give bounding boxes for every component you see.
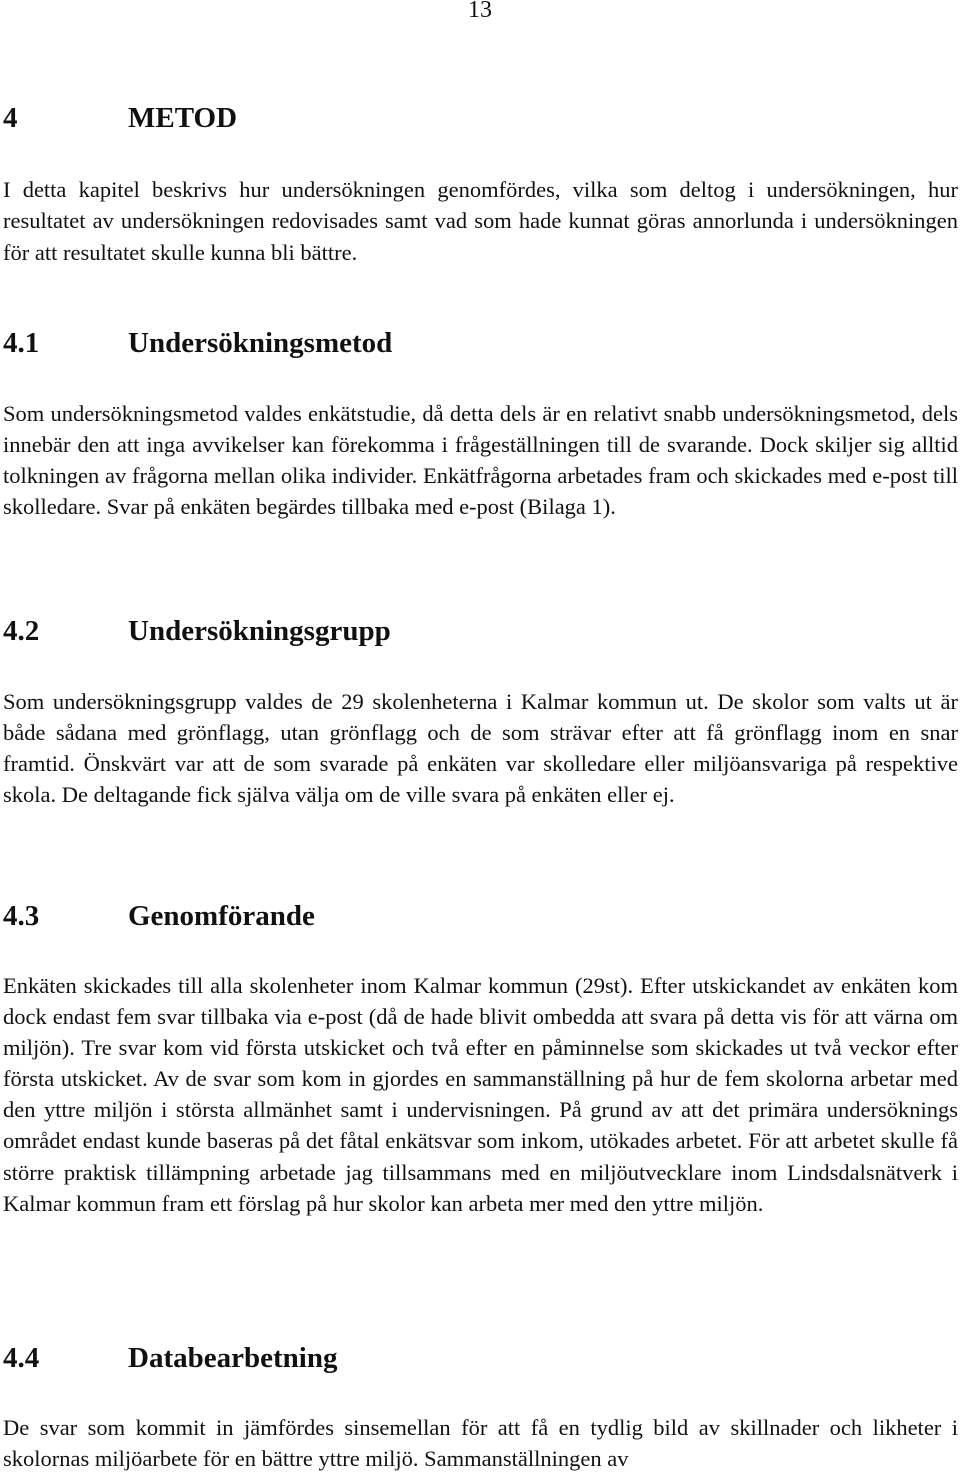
section-text-4-4: De svar som kommit in jämfördes sinsemellan för att få en tydlig bild av skillnader och likheter i skolornas miljöarbete för en bättre yttre miljö. Sammanställningen av (3, 1415, 958, 1472)
section-number: 4.1 (3, 327, 40, 359)
section-heading-4-1 (3, 325, 392, 361)
chapter-intro: I detta kapitel beskrivs hur undersökningen genomfördes, vilka som deltog i undersökningen, hur resultatet av undersökningen redovisades samt vad som hade kunnat göras annorlunda i undersökningen för att resultatet skulle kunna bli bättre. (3, 177, 958, 265)
section-heading-4-4 (3, 1340, 337, 1376)
section-text-4-2: Som undersökningsgrupp valdes de 29 skolenheterna i Kalmar kommun ut. De skolor som valts ut är både sådana med grönflagg, utan grönflagg och de som strävar efter att få grönflagg inom en snar framtid. Önskvärt var att de som svarade på enkäten var skolledare eller miljöansvariga på respektive skola. De deltagande fick själva välja om de ville svara på enkäten eller ej. (3, 689, 958, 808)
section-number: 4.2 (3, 615, 40, 647)
section-text-4-1: Som undersökningsmetod valdes enkätstudie, då detta dels är en relativt snabb undersökningsmetod, dels innebär den att inga avvikelser kan förekomma i frågeställningen till de svarande. Dock skiljer sig alltid tolkningen av frågorna mellan olika individer. Enkätfrågorna arbetades fram och skickades med e-post till skolledare. Svar på enkäten begärdes tillbaka med e-post (Bilaga 1). (3, 401, 958, 520)
chapter-heading (3, 100, 237, 136)
section-title: Undersökningsgrupp (128, 615, 391, 647)
chapter-title: METOD (128, 102, 238, 134)
section-title: Databearbetning (128, 1342, 338, 1374)
chapter-number: 4 (3, 102, 18, 134)
section-heading-4-2 (3, 613, 391, 649)
section-heading-4-3 (3, 898, 315, 934)
section-text-4-3: Enkäten skickades till alla skolenheter inom Kalmar kommun (29st). Efter utskickandet av enkäten kom dock endast fem svar tillbaka via e-post (då de hade blivit ombedda att svara på detta vis för att värna om miljön). Tre svar kom vid första utskicket och två efter en påminnelse som skickades ut två veckor efter första utskicket. Av de svar som kom in gjordes en sammanställning på hur de fem skolorna arbetar med den yttre miljön i största allmänhet samt i undervisningen. På grund av att det primära undersöknings området endast kunde baseras på det fåtal enkätsvar som inkom, utökades arbetet. För att arbetet skulle få större praktisk tillämpning arbetade jag tillsammans med en miljöutvecklare inom Lindsdalsnätverk i Kalmar kommun fram ett förslag på hur skolor kan arbeta mer med den yttre miljön. (3, 973, 958, 1216)
page-number: 13 (468, 0, 492, 23)
section-number: 4.4 (3, 1342, 40, 1374)
section-title: Genomförande (128, 900, 315, 932)
section-number: 4.3 (3, 900, 40, 932)
section-title: Undersökningsmetod (128, 327, 393, 359)
